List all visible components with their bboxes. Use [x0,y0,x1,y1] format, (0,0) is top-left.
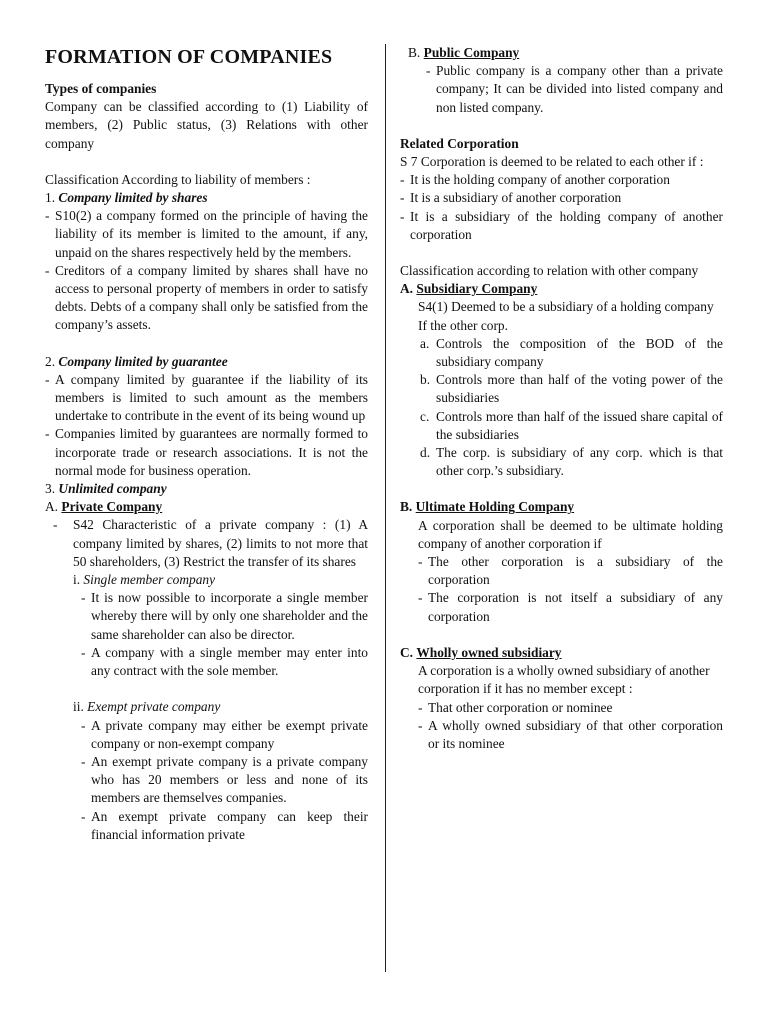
bullet-text: A company with a single member may enter into any contract with the sole member. [91,644,368,679]
ultimate-title: Ultimate Holding Company [415,499,575,515]
dash-marker: - [81,590,86,606]
exempt-bullet-2 [45,753,368,808]
item2-heading [45,353,368,371]
wholly-bullet-1 [400,699,723,717]
item2-number: 2. [45,353,56,369]
bullet-text: The other corporation is a subsidiary of the corporation [428,554,723,588]
dash-marker: - [418,554,423,570]
types-heading: Types of companies [45,81,157,96]
item1-bullet-2 [45,262,368,335]
if-other-text: If the other corp. [418,317,508,333]
dash-marker: - [81,753,86,769]
ultimate-label: B. [400,499,413,515]
roman-ii-label: ii. [73,699,84,715]
dash-marker: - [418,717,423,733]
subsidiary-label: A. [400,281,414,297]
wholly-owned-heading [400,644,723,662]
item-text: Controls more than half of the voting power of the subsidiaries [436,372,723,406]
item-label: a. [420,335,430,351]
bullet-text: An exempt private company is a private company who has 20 members or less and none of its members are themselves companies. [91,753,368,806]
s42-bullet [45,516,368,571]
bullet-text: S10(2) a company formed on the principle of having the liability of its member is limited to the amount, if any, unpaid on the shares respectively held by the members. [55,208,368,260]
exempt-bullet-1 [45,717,368,753]
private-title: Private Company [61,499,163,515]
column-divider [385,44,386,972]
types-text: Company can be classified according to (1) Liability of members, (2) Public status, (3) Relations with other company [45,99,368,151]
item-text: Controls the composition of the BOD of the subsidiary company [436,335,723,370]
dash-marker: - [45,262,50,278]
item-label: d. [420,445,431,461]
bullet-text: A company limited by guarantee if the liability of its members is limited to such amount as the members undertake to contribute in the event of its being wound up [55,371,368,424]
wholly-title: Wholly owned subsidiary [416,644,562,660]
related-bullet-3 [400,208,723,244]
public-company-heading [400,44,723,62]
right-column [400,44,723,753]
private-company-heading [45,498,368,516]
item3-number: 3. [45,481,56,497]
item-label: b. [420,372,431,388]
dash-marker: - [45,426,50,442]
subsidiary-item-a [400,335,723,371]
dash-marker: - [45,208,50,224]
s7-text: S 7 Corporation is deemed to be related to each other if : [400,154,704,170]
page-title: FORMATION OF COMPANIES [45,46,333,68]
item1-title: Company limited by shares [55,190,208,206]
bullet-text: S42 Characteristic of a private company : (1) A company limited by shares, (2) limits to not more that 50 shareholders, (3) Restrict the transfer of its shares [73,517,368,569]
item-text: The corp. is subsidiary of any corp. which is that other corp.’s subsidiary. [436,445,723,479]
exempt-bullet-3 [45,808,368,844]
subsidiary-item-b [400,371,723,407]
item2-bullet-2 [45,425,368,480]
subsidiary-item-c [400,408,723,444]
bullet-text: A wholly owned subsidiary of that other corporation or its nominee [428,717,723,751]
bullet-text: It is the holding company of another corporation [410,172,670,188]
bullet-text: It is a subsidiary of another corporation [410,190,622,206]
classification-liability: Classification According to liability of members : [45,171,311,187]
exempt-title: Exempt private company [83,699,221,715]
roman-i-label: i. [73,572,81,588]
item2-title: Company limited by guarantee [55,353,228,369]
item-text: Controls more than half of the issued share capital of the subsidiaries [436,408,723,442]
related-bullet-2 [400,189,723,207]
wholly-bullet-2 [400,717,723,753]
item3-heading [45,480,368,498]
bullet-text: Companies limited by guarantees are normally formed to incorporate trade or research associations. It is not the normal mode for business operation. [55,426,368,478]
ultimate-bullet-2 [400,589,723,625]
single-member-bullet-1 [45,589,368,644]
bullet-text: Public company is a company other than a private company; It can be divided into listed company and non listed company. [436,63,723,115]
dash-marker: - [45,371,50,387]
bullet-text: That other corporation or nominee [428,699,613,715]
single-member-title: Single member company [80,572,216,588]
wholly-text: A corporation is a wholly owned subsidiary of another corporation if it has no member except : [418,663,710,697]
subsidiary-title: Subsidiary Company [416,281,538,297]
bullet-text: The corporation is not itself a subsidiary of any corporation [428,590,723,624]
item1-heading [45,189,368,207]
ultimate-holding-heading [400,498,723,516]
public-company-bullet [400,62,723,117]
dash-marker: - [81,644,86,660]
bullet-text: Creditors of a company limited by shares shall have no access to personal property of members in order to satisfy debts. Debts of a company shall only be satisfied from the company’s assets. [55,262,368,333]
dash-marker: - [426,63,431,79]
dash-marker: - [418,699,423,715]
item-label: c. [420,408,430,424]
dash-marker: - [53,517,58,533]
left-column [45,44,368,844]
related-corporation-heading: Related Corporation [400,135,519,151]
private-label: A. [45,499,59,515]
dash-marker: - [81,808,86,824]
ultimate-text: A corporation shall be deemed to be ultimate holding company of another corporation if [418,517,723,551]
dash-marker: - [400,172,405,188]
item3-title: Unlimited company [55,481,167,497]
single-member-bullet-2 [45,644,368,680]
bullet-text: An exempt private company can keep their financial information private [91,808,368,842]
public-label: B. [408,45,421,60]
item1-number: 1. [45,190,56,206]
s4-text: S4(1) Deemed to be a subsidiary of a holding company [418,299,714,315]
exempt-heading [45,698,368,716]
dash-marker: - [400,190,405,206]
ultimate-bullet-1 [400,553,723,589]
public-title: Public Company [423,45,520,60]
dash-marker: - [418,590,423,606]
single-member-heading [45,571,368,589]
subsidiary-item-d [400,444,723,480]
wholly-label: C. [400,644,414,660]
bullet-text: A private company may either be exempt private company or non-exempt company [91,717,368,751]
item2-bullet-1 [45,371,368,426]
bullet-text: It is now possible to incorporate a single member whereby there will by only one shareholder and the same shareholder can also be director. [91,590,368,642]
related-bullet-1 [400,171,723,189]
subsidiary-heading [400,280,723,298]
dash-marker: - [81,717,86,733]
item1-bullet-1 [45,207,368,262]
dash-marker: - [400,208,405,224]
classification-relation: Classification according to relation with other company [400,263,699,279]
bullet-text: It is a subsidiary of the holding company of another corporation [410,208,723,242]
